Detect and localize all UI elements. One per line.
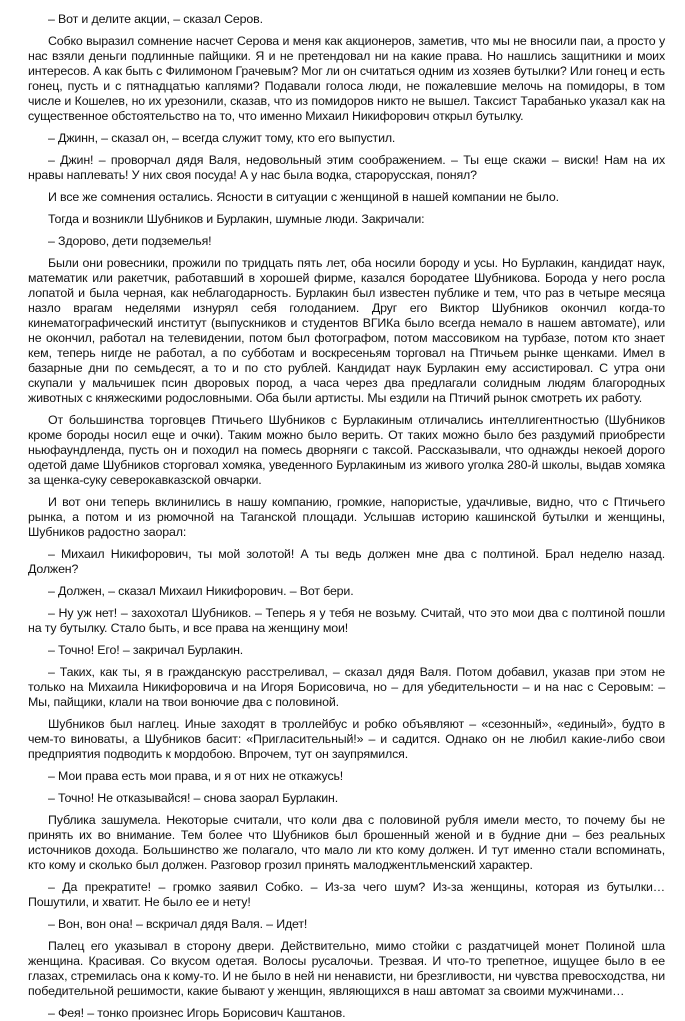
paragraph-dialogue: – Точно! Его! – закричал Бурлакин. [48,643,244,657]
paragraph-dialogue: – Точно! Не отказывайся! – снова заорал Бурлакин. [48,791,339,805]
paragraph-dialogue: – Михаил Никифорович, ты мой золотой! А ты ведь должен мне два с полтиной. Брал неделю назад. Должен? [28,547,665,576]
paragraph-dialogue: – Джин! – проворчал дядя Валя, недовольный этим соображением. – Ты еще скажи – виски! Нам на их нравы наплевать! У них своя посуда! А у нас была водка, старорусская, понял? [28,153,665,182]
paragraph-dialogue: – Джинн, – сказал он, – всегда служит тому, кто его выпустил. [48,131,396,145]
paragraph: Собко выразил сомнение насчет Серова и меня как акционеров, заметив, что мы не вносили паи, а просто у нас взяли деньги подлинные пайщики. Я и не претендовал ни на какие права. Но нашлись защитники и моих интересов. А как быть с Филимоном Грачевым? Мог ли он считаться одним из хозяев бутылки? Или гонец и есть гонец, пусть и с пятнадцатью каплями? Подавали голоса люди, не пожалевшие мелочь на помидоры, в том числе и Кошелев, но их урезонили, сказав, что из помидоров никто не вышел. Таксист Тарабанько указал как на существенное обстоятельство на то, что именно Михаил Никифорович открыл бутылку. [28,34,665,123]
paragraph-dialogue: – Вот и делите акции, – сказал Серов. [48,12,263,26]
paragraph: От большинства торговцев Птичьего Шубников с Бурлакиным отличались интеллигентностью (Шубников кроме бороды носил еще и очки). Таким можно было верить. От таких можно было без раздумий приобрести ньюфаундленда, пусть он и походил на помесь дворняги с таксой. Рассказывали, что однажды некоей дорого одетой даме Шубников сторговал хомяка, уведенного Бурлакиным из живого уголка 280-й школы, выдав хомяка за щенка-суку северокавказской овчарки. [28,413,665,487]
paragraph-dialogue: – Фея! – тонко произнес Игорь Борисович Каштанов. [48,1006,346,1020]
paragraph: Публика зашумела. Некоторые считали, что коли два с половиной рубля имели место, то почему бы не принять их во внимание. Тем более что Шубников был брошенный женой и в будние дни – без реальных источников дохода. Большинство же полагало, что мало ли кто кому должен. И тут именно стали вспоминать, кто кому и сколько был должен. Разговор грозил принять малоджентльменский характер. [28,813,665,872]
paragraph: Были они ровесники, прожили по тридцать пять лет, оба носили бороду и усы. Но Бурлакин, кандидат наук, математик или ракетчик, работавший в хорошей фирме, казался бородатее Шубникова. Борода у него росла лопатой и была черная, как неблагодарность. Бурлакин был известен публике и тем, что раз в четыре месяца назло врагам неделями изнурял себя голоданием. Друг его Виктор Шубников окончил когда-то кинематографический институт (выпускников и студентов ВГИКа было всегда немало в нашем автомате), или не окончил, работал на телевидении, потом был фотографом, потом массовиком на турбазе, потом кто знает кем, теперь нигде не работал, а по субботам и воскресеньям торговал на Птичьем рынке щенками. Имел в базарные дни по семьдесят, а то и по сто рублей. Кандидат наук Бурлакин ему ассистировал. С утра они скупали у мальчишек псин дворовых пород, а часа через два предлагали солидным людям благородных животных с княжескими родословными. Оба были артисты. Мы ездили на Птичий рынок смотреть их работу. [28,256,665,405]
paragraph: Шубников был наглец. Иные заходят в троллейбус и робко объявляют – «сезонный», «единый», будто в чем-то виноваты, а Шубников басит: «Пригласительный!» – и садится. Однако он не любил какие-либо свои предприятия подводить к мордобою. Впрочем, тут он заупрямился. [28,717,665,761]
paragraph: И все же сомнения остались. Ясности в ситуации с женщиной в нашей компании не было. [48,190,559,204]
paragraph-dialogue: – Таких, как ты, я в гражданскую расстреливал, – сказал дядя Валя. Потом добавил, указав при этом не только на Михаила Никифоровича и на Игоря Борисовича, но – для убедительности – и на нас с Серовым: – Мы, пайщики, клали на твои вонючие два с половиной. [28,665,665,709]
paragraph: Палец его указывал в сторону двери. Действительно, мимо стойки с раздатчицей монет Полиной шла женщина. Красивая. Со вкусом одетая. Волосы русалочьи. Трезвая. И что-то трепетное, ищущее было в ее глазах, стремилась она к кому-то. И не было в ней ни ненависти, ни брезгливости, ни чувства превосходства, ни победительной решимости, какие бывают у женщин, являющихся в наш автомат за своими мужчинами… [28,939,665,998]
paragraph: И вот они теперь вклинились в нашу компанию, громкие, напористые, удачливые, видно, что с Птичьего рынка, а потом и из рюмочной на Таганской площади. Услышав историю кашинской бутылки и женщины, Шубников радостно заорал: [28,495,665,539]
paragraph-dialogue: – Ну уж нет! – захохотал Шубников. – Теперь я у тебя не возьму. Считай, что это мои два с полтиной пошли на ту бутылку. Стало быть, и все права на женщину мои! [28,606,665,635]
paragraph-dialogue: – Мои права есть мои права, и я от них не откажусь! [48,769,344,783]
paragraph-dialogue: – Да прекратите! – громко заявил Собко. – Из-за чего шум? Из-за женщины, которая из бутылки… Пошутили, и хватит. Не было ее и нету! [28,880,665,909]
paragraph-dialogue: – Должен, – сказал Михаил Никифорович. – Вот бери. [48,584,354,598]
paragraph-dialogue: – Здорово, дети подземелья! [48,234,212,248]
paragraph: Тогда и возникли Шубников и Бурлакин, шумные люди. Закричали: [48,212,425,226]
paragraph-dialogue: – Вон, вон она! – вскричал дядя Валя. – Идет! [48,917,308,931]
